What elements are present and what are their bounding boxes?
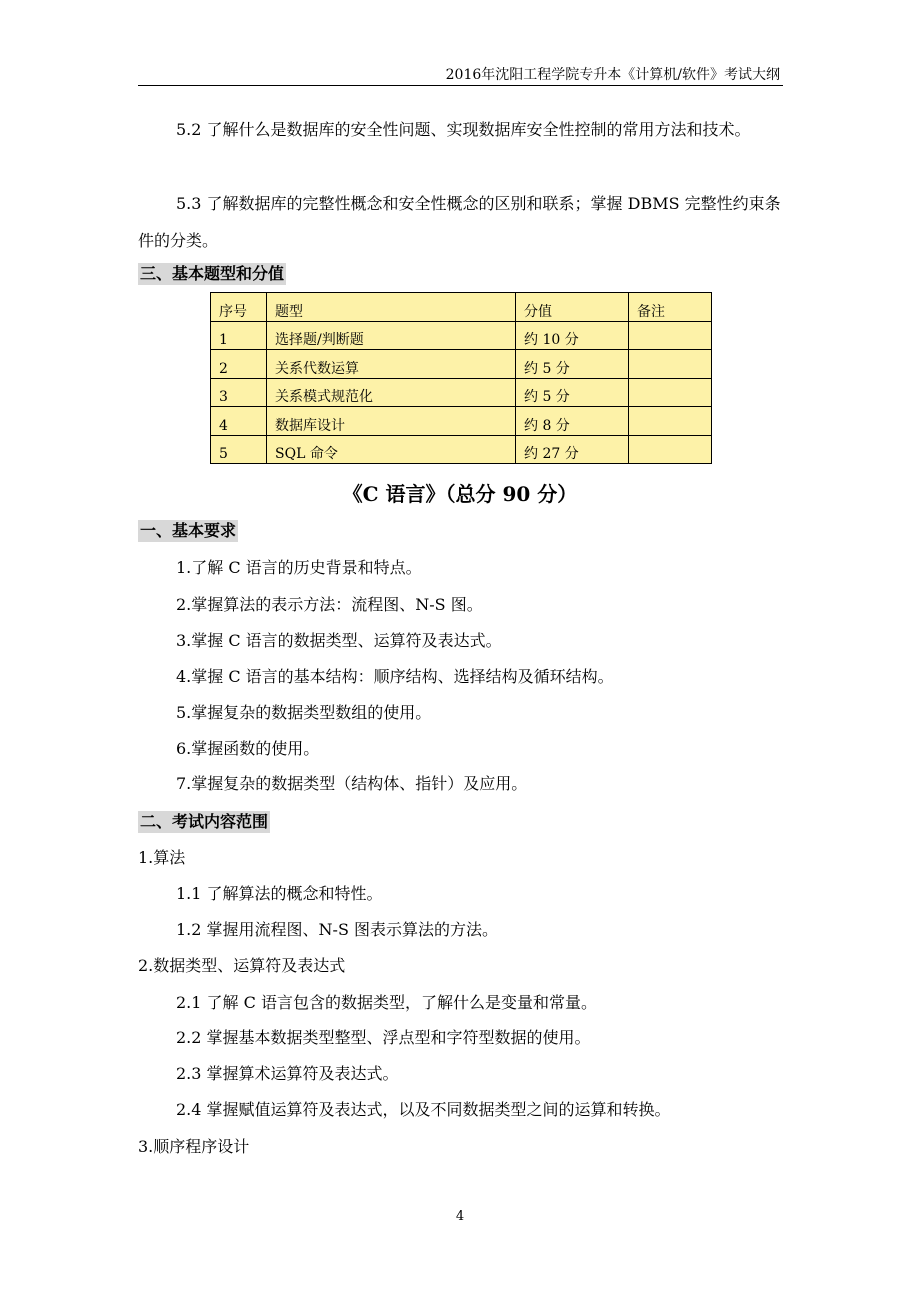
requirement-item: 6.掌握函数的使用。 xyxy=(176,739,320,758)
section-heading-requirements: 一、基本要求 xyxy=(140,521,237,540)
scope-item: 1.1 了解算法的概念和特性。 xyxy=(176,884,383,903)
requirement-item: 7.掌握复杂的数据类型（结构体、指针）及应用。 xyxy=(176,774,528,793)
page-number: 4 xyxy=(455,1209,465,1224)
section-heading-scope: 二、考试内容范围 xyxy=(140,812,269,831)
table-cell: 3 xyxy=(211,378,267,407)
requirement-item: 2.掌握算法的表示方法：流程图、N-S 图。 xyxy=(176,595,483,614)
table-cell: 数据库设计 xyxy=(267,407,516,436)
scope-item: 2.4 掌握赋值运算符及表达式，以及不同数据类型之间的运算和转换。 xyxy=(176,1100,671,1119)
score-table xyxy=(210,292,712,464)
table-cell xyxy=(629,407,712,436)
table-row xyxy=(211,378,712,407)
table-cell xyxy=(629,321,712,350)
table-cell xyxy=(629,435,712,464)
table-cell: 关系模式规范化 xyxy=(267,378,516,407)
table-row xyxy=(211,407,712,436)
requirement-item: 3.掌握 C 语言的数据类型、运算符及表达式。 xyxy=(176,631,502,650)
scope-heading: 3.顺序程序设计 xyxy=(138,1137,250,1156)
page-header: 2016年沈阳工程学院专升本《计算机/软件》考试大纲 xyxy=(445,67,780,83)
requirement-item: 1.了解 C 语言的历史背景和特点。 xyxy=(176,558,422,577)
table-cell: SQL 命令 xyxy=(267,435,516,464)
scope-heading: 1.算法 xyxy=(138,848,186,867)
requirement-item: 4.掌握 C 语言的基本结构：顺序结构、选择结构及循环结构。 xyxy=(176,667,614,686)
requirement-item: 5.掌握复杂的数据类型数组的使用。 xyxy=(176,703,432,722)
table-header-cell: 题型 xyxy=(267,293,516,322)
table-cell: 5 xyxy=(211,435,267,464)
table-row xyxy=(211,321,712,350)
scope-heading: 2.数据类型、运算符及表达式 xyxy=(138,956,346,975)
section-heading-question-types: 三、基本题型和分值 xyxy=(140,264,285,283)
header-rule xyxy=(138,85,783,86)
table-cell: 2 xyxy=(211,350,267,379)
table-header-cell: 备注 xyxy=(629,293,712,322)
table-header-cell: 分值 xyxy=(516,293,629,322)
table-cell: 约 8 分 xyxy=(516,407,629,436)
table-cell: 约 5 分 xyxy=(516,378,629,407)
table-cell: 4 xyxy=(211,407,267,436)
table-cell xyxy=(629,378,712,407)
scope-item: 2.2 掌握基本数据类型整型、浮点型和字符型数据的使用。 xyxy=(176,1028,591,1047)
paragraph-5-3: 5.3 了解数据库的完整性概念和安全性概念的区别和联系；掌握 DBMS 完整性约束条件的分类。 xyxy=(138,194,781,250)
table-cell xyxy=(629,350,712,379)
table-header-row xyxy=(211,293,712,322)
table-cell: 1 xyxy=(211,321,267,350)
table-row xyxy=(211,435,712,464)
scope-item: 2.3 掌握算术运算符及表达式。 xyxy=(176,1064,399,1083)
table-header-cell: 序号 xyxy=(211,293,267,322)
table-cell: 选择题/判断题 xyxy=(267,321,516,350)
table-cell: 关系代数运算 xyxy=(267,350,516,379)
scope-item: 2.1 了解 C 语言包含的数据类型，了解什么是变量和常量。 xyxy=(176,993,597,1012)
table-cell: 约 27 分 xyxy=(516,435,629,464)
scope-item: 1.2 掌握用流程图、N-S 图表示算法的方法。 xyxy=(176,920,498,939)
table-cell: 约 10 分 xyxy=(516,321,629,350)
paragraph-5-2: 5.2 了解什么是数据库的安全性问题、实现数据库安全性控制的常用方法和技术。 xyxy=(176,120,751,139)
c-language-title: 《C 语言》（总分 90 分） xyxy=(342,482,578,506)
table-row xyxy=(211,350,712,379)
table-cell: 约 5 分 xyxy=(516,350,629,379)
